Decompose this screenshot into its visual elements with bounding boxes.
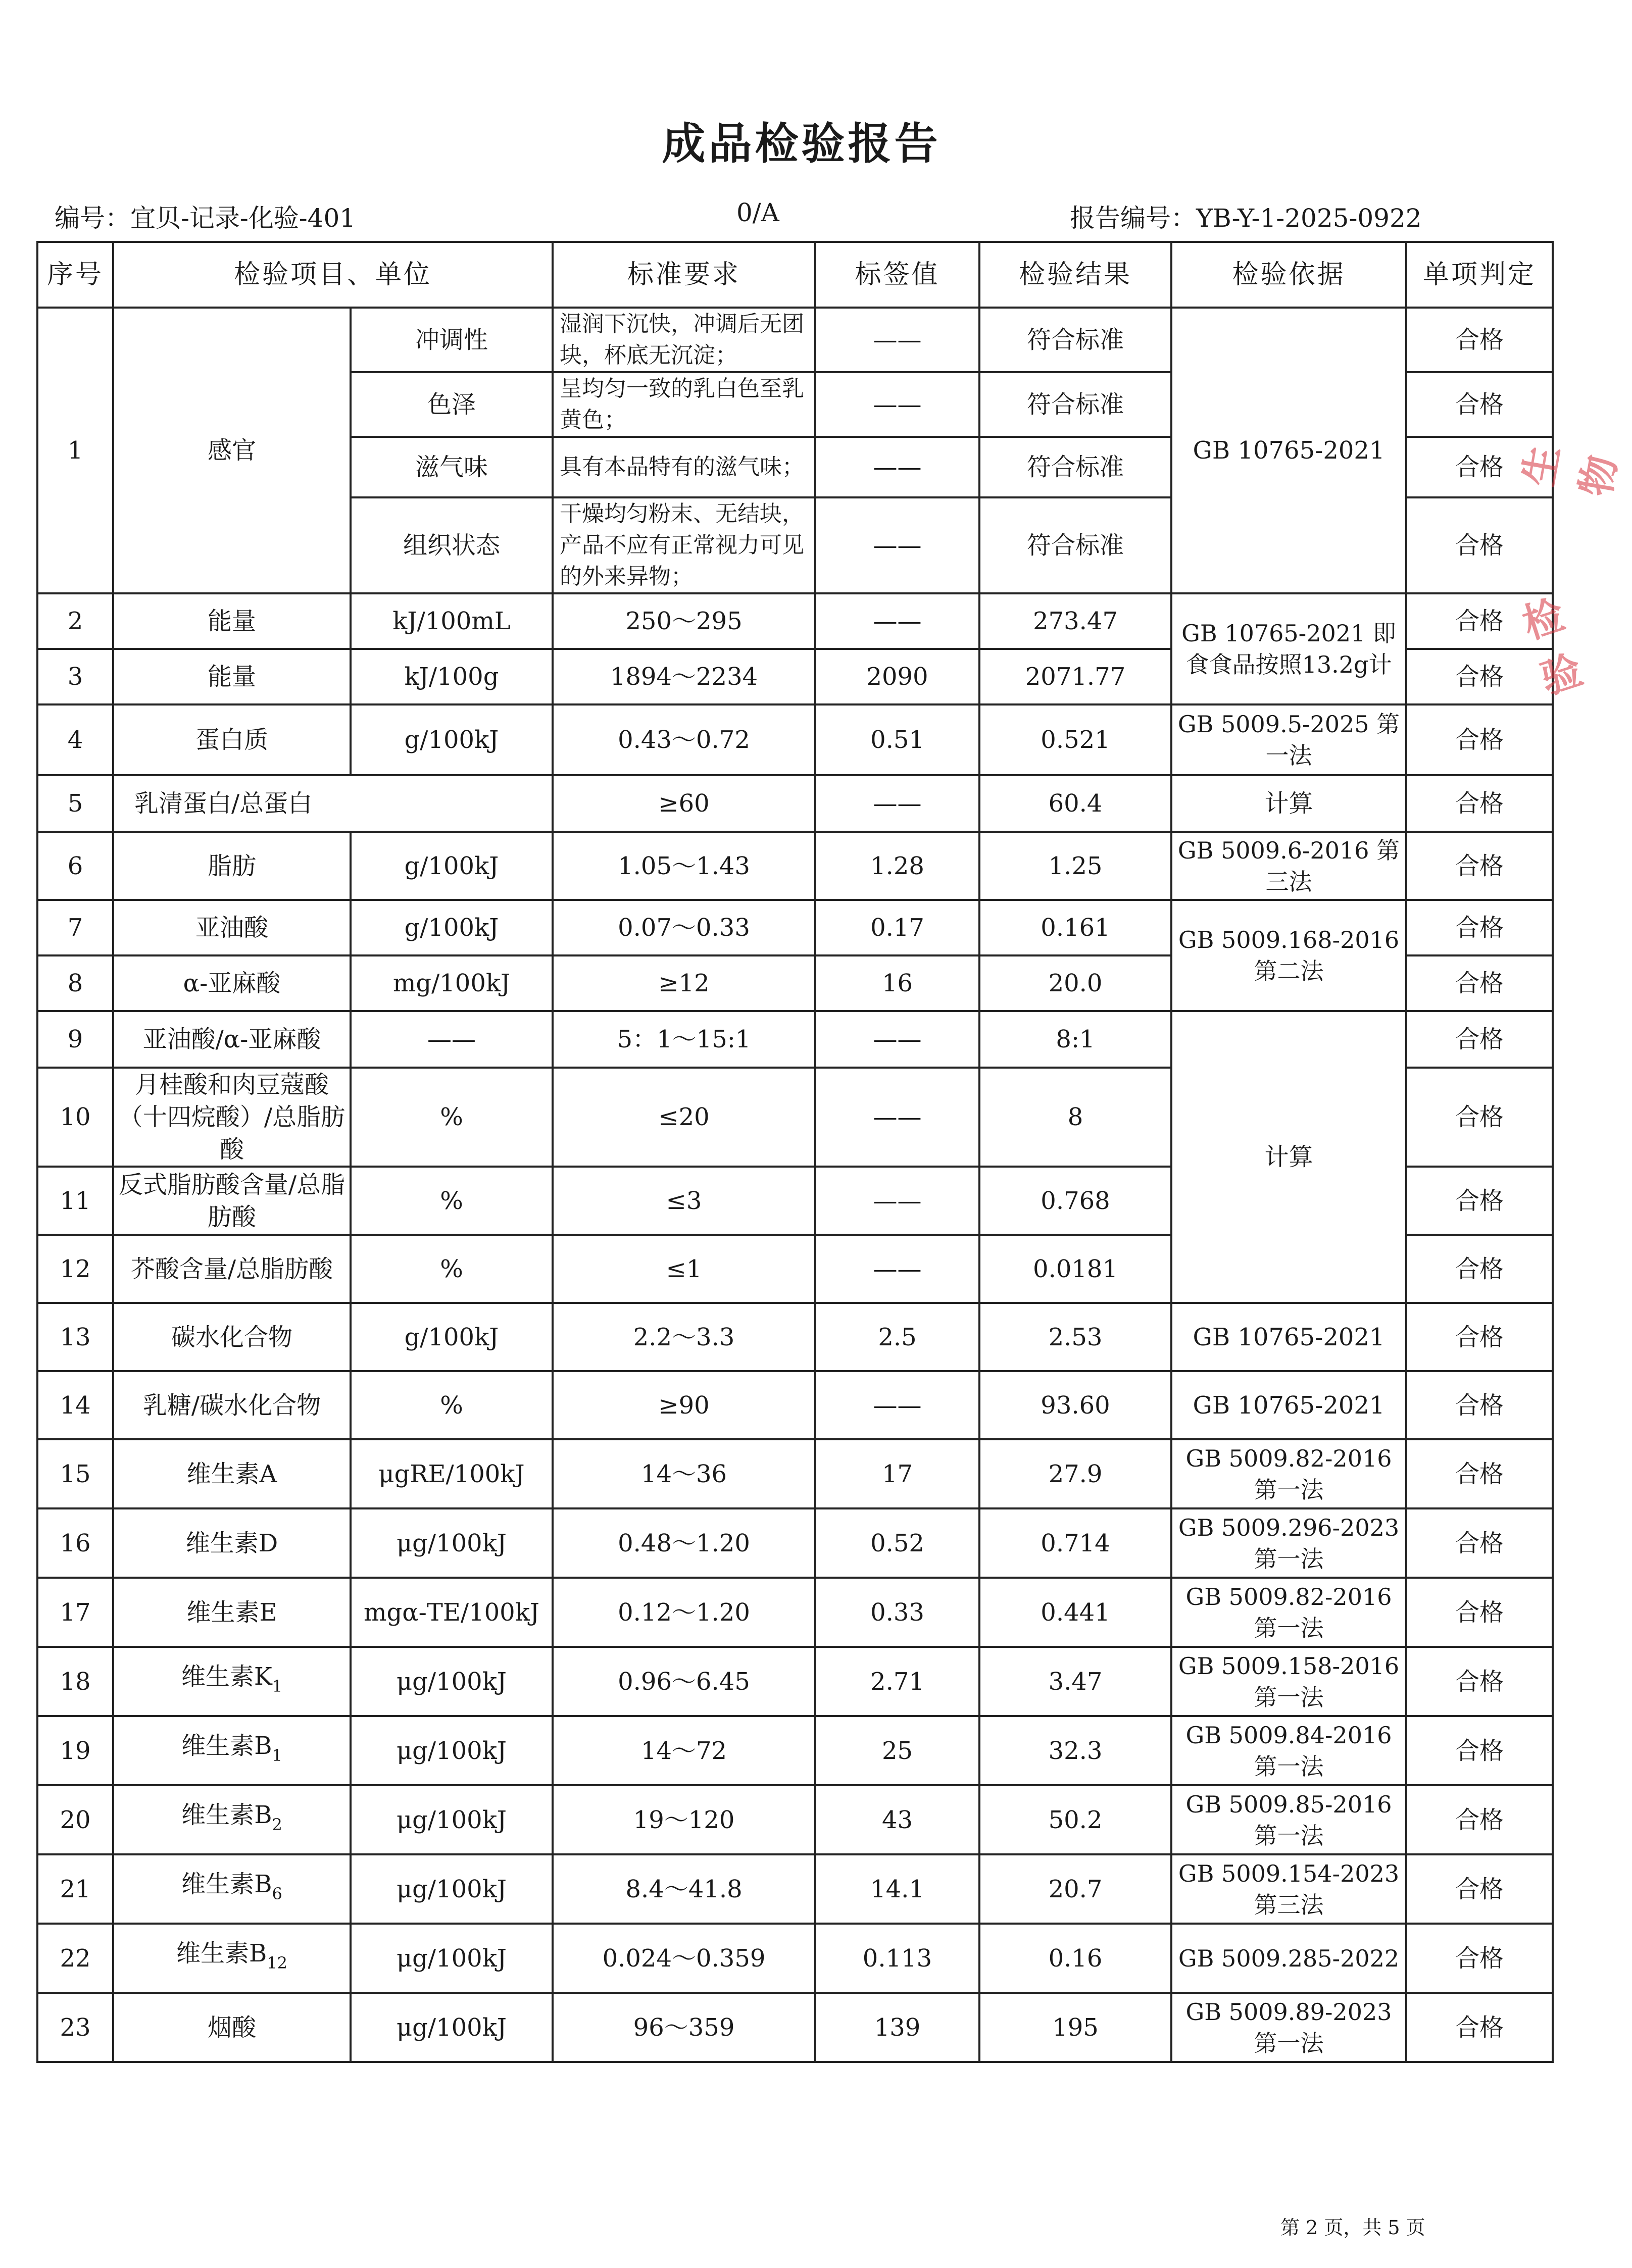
row-result: 0.768 [979, 1167, 1171, 1235]
row-judgement: 合格 [1406, 1647, 1553, 1716]
page-footer: 第 2 页，共 5 页 [1280, 2216, 1425, 2239]
row-judgement: 合格 [1406, 1785, 1553, 1854]
row-standard: 0.024～0.359 [553, 1924, 815, 1993]
table-row [37, 704, 1553, 775]
row-label: —— [815, 437, 979, 497]
row-unit: μg/100kJ [351, 1508, 553, 1578]
row-basis: 计算 [1171, 775, 1406, 832]
row-label: —— [815, 1167, 979, 1235]
sensory-subitem: 冲调性 [351, 308, 553, 372]
table-row [37, 1011, 1553, 1068]
row-no: 15 [37, 1439, 113, 1508]
row-label: 0.17 [815, 900, 979, 955]
row-no: 2 [37, 593, 113, 649]
row-unit: g/100kJ [351, 704, 553, 775]
row-basis: GB 10765-2021 [1171, 1303, 1406, 1371]
row-label: 139 [815, 1993, 979, 2062]
row-item: 维生素E [113, 1578, 351, 1647]
row-no: 9 [37, 1011, 113, 1068]
row-no: 4 [37, 704, 113, 775]
row-standard: 0.12～1.20 [553, 1578, 815, 1647]
row-judgement: 合格 [1406, 593, 1553, 649]
row-judgement: 合格 [1406, 1167, 1553, 1235]
table-row [37, 1303, 1553, 1371]
row-label: 16 [815, 955, 979, 1011]
table-row [37, 900, 1553, 955]
row-item: 蛋白质 [113, 704, 351, 775]
row-item: 能量 [113, 649, 351, 704]
row-result: 195 [979, 1993, 1171, 2062]
red-seal-fragment-top: 生物 [1514, 441, 1626, 500]
row-basis: GB 10765-2021 即食食品按照13.2g计 [1171, 593, 1406, 704]
row-result: 1.25 [979, 832, 1171, 900]
row-item: 维生素 [176, 1939, 249, 1968]
row-item-letter: B [254, 1801, 272, 1829]
row-unit: μg/100kJ [351, 1924, 553, 1993]
row-item: 维生素 [181, 1732, 255, 1760]
row-unit: μg/100kJ [351, 1647, 553, 1716]
row-label: 1.28 [815, 832, 979, 900]
table-row [37, 1924, 1553, 1993]
row-item: 维生素D [113, 1508, 351, 1578]
row-unit: g/100kJ [351, 1303, 553, 1371]
row-no: 21 [37, 1854, 113, 1924]
row-judgement: 合格 [1406, 308, 1553, 372]
version-label: 0/A [736, 198, 779, 227]
row-result: 2.53 [979, 1303, 1171, 1371]
row-result: 0.161 [979, 900, 1171, 955]
row-item-subscript: 2 [272, 1815, 282, 1834]
row-item: 亚油酸 [113, 900, 351, 955]
row-standard: 0.96～6.45 [553, 1647, 815, 1716]
row-label: —— [815, 372, 979, 437]
row-item: 芥酸含量/总脂肪酸 [113, 1235, 351, 1303]
row-result: 3.47 [979, 1647, 1171, 1716]
row-item-subscript: 1 [272, 1746, 282, 1765]
row-unit: % [351, 1371, 553, 1439]
row-item: 维生素 [181, 1870, 255, 1898]
row-item-subscript: 12 [267, 1953, 287, 1973]
row-item: 乳清蛋白/总蛋白 [113, 775, 553, 832]
row-result: 2071.77 [979, 649, 1171, 704]
row-result: 60.4 [979, 775, 1171, 832]
row-standard: 0.43～0.72 [553, 704, 815, 775]
row-item: 碳水化合物 [113, 1303, 351, 1371]
table-row [37, 1993, 1553, 2062]
row-basis: GB 5009.89-2023 第一法 [1171, 1993, 1406, 2062]
table-row [37, 1578, 1553, 1647]
row-unit: —— [351, 1011, 553, 1068]
row-label: 0.113 [815, 1924, 979, 1993]
row-item: α-亚麻酸 [113, 955, 351, 1011]
row-unit: % [351, 1167, 553, 1235]
row-judgement: 合格 [1406, 437, 1553, 497]
row-no: 1 [37, 308, 113, 593]
row-label: 0.51 [815, 704, 979, 775]
row-standard: 8.4～41.8 [553, 1854, 815, 1924]
table-row [37, 308, 1553, 372]
row-standard: 250～295 [553, 593, 815, 649]
row-result: 0.441 [979, 1578, 1171, 1647]
row-result: 0.0181 [979, 1235, 1171, 1303]
row-judgement: 合格 [1406, 497, 1553, 593]
row-no: 7 [37, 900, 113, 955]
header-no: 序号 [37, 242, 113, 308]
row-unit: kJ/100g [351, 649, 553, 704]
row-label: —— [815, 1371, 979, 1439]
row-no: 5 [37, 775, 113, 832]
row-result: 符合标准 [979, 372, 1171, 437]
row-standard: 1.05～1.43 [553, 832, 815, 900]
row-basis: GB 10765-2021 [1171, 308, 1406, 593]
row-item: 感官 [113, 308, 351, 593]
table-row [37, 1371, 1553, 1439]
row-judgement: 合格 [1406, 1508, 1553, 1578]
row-result: 0.521 [979, 704, 1171, 775]
row-result: 93.60 [979, 1371, 1171, 1439]
row-judgement: 合格 [1406, 955, 1553, 1011]
row-basis: GB 5009.6-2016 第三法 [1171, 832, 1406, 900]
row-judgement: 合格 [1406, 1371, 1553, 1439]
row-basis: GB 5009.84-2016 第一法 [1171, 1716, 1406, 1785]
row-unit: % [351, 1235, 553, 1303]
row-item-cell [113, 1716, 351, 1785]
row-label: 43 [815, 1785, 979, 1854]
row-basis: GB 5009.82-2016 第一法 [1171, 1439, 1406, 1508]
row-label: —— [815, 1011, 979, 1068]
row-standard: 5：1～15:1 [553, 1011, 815, 1068]
row-item: 反式脂肪酸含量/总脂肪酸 [113, 1167, 351, 1235]
row-unit: μg/100kJ [351, 1716, 553, 1785]
row-label: —— [815, 1068, 979, 1167]
row-no: 6 [37, 832, 113, 900]
row-judgement: 合格 [1406, 1993, 1553, 2062]
row-item-cell [113, 1785, 351, 1854]
row-judgement: 合格 [1406, 1235, 1553, 1303]
row-judgement: 合格 [1406, 1716, 1553, 1785]
row-label: 14.1 [815, 1854, 979, 1924]
table-row [37, 1785, 1553, 1854]
row-result: 273.47 [979, 593, 1171, 649]
row-no: 18 [37, 1647, 113, 1716]
row-label: —— [815, 308, 979, 372]
row-result: 符合标准 [979, 497, 1171, 593]
row-no: 23 [37, 1993, 113, 2062]
row-label: 2.5 [815, 1303, 979, 1371]
row-basis: GB 5009.154-2023 第三法 [1171, 1854, 1406, 1924]
row-item: 维生素 [181, 1801, 255, 1829]
header-judgement: 单项判定 [1406, 242, 1553, 308]
row-item-subscript: 1 [272, 1677, 283, 1696]
row-result: 0.714 [979, 1508, 1171, 1578]
row-basis: GB 5009.168-2016 第二法 [1171, 900, 1406, 1011]
row-basis: GB 10765-2021 [1171, 1371, 1406, 1439]
row-label: 2.71 [815, 1647, 979, 1716]
row-standard: ≤3 [553, 1167, 815, 1235]
row-unit: μgRE/100kJ [351, 1439, 553, 1508]
row-standard: 0.48～1.20 [553, 1508, 815, 1578]
row-label: 0.33 [815, 1578, 979, 1647]
row-standard: 2.2～3.3 [553, 1303, 815, 1371]
row-judgement: 合格 [1406, 1303, 1553, 1371]
table-row [37, 1647, 1553, 1716]
row-standard: 14～36 [553, 1439, 815, 1508]
row-judgement: 合格 [1406, 1924, 1553, 1993]
row-no: 17 [37, 1578, 113, 1647]
row-item: 脂肪 [113, 832, 351, 900]
row-no: 13 [37, 1303, 113, 1371]
row-item: 维生素A [113, 1439, 351, 1508]
row-standard: 湿润下沉快，冲调后无团块，杯底无沉淀； [553, 308, 815, 372]
row-judgement: 合格 [1406, 1854, 1553, 1924]
header-basis: 检验依据 [1171, 242, 1406, 308]
row-item: 维生素 [181, 1662, 254, 1691]
row-standard: ≤1 [553, 1235, 815, 1303]
row-result: 27.9 [979, 1439, 1171, 1508]
row-item-letter: K [254, 1662, 272, 1691]
row-no: 10 [37, 1068, 113, 1167]
row-judgement: 合格 [1406, 1439, 1553, 1508]
row-judgement: 合格 [1406, 1068, 1553, 1167]
table-row [37, 1508, 1553, 1578]
row-result: 20.7 [979, 1854, 1171, 1924]
row-basis: GB 5009.85-2016 第一法 [1171, 1785, 1406, 1854]
row-result: 符合标准 [979, 308, 1171, 372]
row-basis: 计算 [1171, 1011, 1406, 1303]
row-item-letter: B [249, 1939, 267, 1968]
row-standard: 具有本品特有的滋气味； [553, 437, 815, 497]
row-result: 20.0 [979, 955, 1171, 1011]
row-no: 8 [37, 955, 113, 1011]
header-standard: 标准要求 [553, 242, 815, 308]
table-row [37, 593, 1553, 649]
row-standard: ≥60 [553, 775, 815, 832]
row-item: 烟酸 [113, 1993, 351, 2062]
header-result: 检验结果 [979, 242, 1171, 308]
row-basis: GB 5009.158-2016 第一法 [1171, 1647, 1406, 1716]
row-label: 17 [815, 1439, 979, 1508]
row-standard: ≤20 [553, 1068, 815, 1167]
row-judgement: 合格 [1406, 704, 1553, 775]
row-no: 20 [37, 1785, 113, 1854]
table-row [37, 1439, 1553, 1508]
row-result: 符合标准 [979, 437, 1171, 497]
row-unit: mg/100kJ [351, 955, 553, 1011]
row-basis: GB 5009.82-2016 第一法 [1171, 1578, 1406, 1647]
row-label: —— [815, 497, 979, 593]
row-item: 亚油酸/α-亚麻酸 [113, 1011, 351, 1068]
red-seal-fragment-bottom: 检验 [1517, 590, 1588, 703]
row-item-letter: B [254, 1870, 272, 1898]
header-item: 检验项目、单位 [113, 242, 553, 308]
row-item-cell [113, 1854, 351, 1924]
row-label: —— [815, 1235, 979, 1303]
row-judgement: 合格 [1406, 775, 1553, 832]
row-label: 0.52 [815, 1508, 979, 1578]
sensory-subitem: 组织状态 [351, 497, 553, 593]
row-unit: % [351, 1068, 553, 1167]
sensory-subitem: 滋气味 [351, 437, 553, 497]
row-judgement: 合格 [1406, 649, 1553, 704]
row-standard: 19～120 [553, 1785, 815, 1854]
row-result: 50.2 [979, 1785, 1171, 1854]
row-standard: 0.07～0.33 [553, 900, 815, 955]
row-basis: GB 5009.296-2023 第一法 [1171, 1508, 1406, 1578]
row-unit: μg/100kJ [351, 1854, 553, 1924]
table-header-row [37, 242, 1553, 308]
row-label: 25 [815, 1716, 979, 1785]
row-item-cell [113, 1647, 351, 1716]
table-row [37, 832, 1553, 900]
row-result: 8:1 [979, 1011, 1171, 1068]
row-standard: 14～72 [553, 1716, 815, 1785]
row-label: —— [815, 775, 979, 832]
row-standard: 1894～2234 [553, 649, 815, 704]
row-item: 能量 [113, 593, 351, 649]
row-item: 月桂酸和肉豆蔻酸（十四烷酸）/总脂肪酸 [113, 1068, 351, 1167]
row-standard: ≥12 [553, 955, 815, 1011]
row-standard: 呈均匀一致的乳白色至乳黄色； [553, 372, 815, 437]
report-title: 成品检验报告 [662, 118, 941, 169]
row-unit: μg/100kJ [351, 1993, 553, 2062]
row-standard: 96～359 [553, 1993, 815, 2062]
row-judgement: 合格 [1406, 1011, 1553, 1068]
record-number: 编号：宜贝-记录-化验-401 [55, 204, 356, 233]
row-item-letter: B [254, 1732, 272, 1760]
row-unit: μg/100kJ [351, 1785, 553, 1854]
row-no: 11 [37, 1167, 113, 1235]
row-no: 22 [37, 1924, 113, 1993]
row-result: 8 [979, 1068, 1171, 1167]
row-no: 12 [37, 1235, 113, 1303]
row-unit: g/100kJ [351, 900, 553, 955]
row-unit: kJ/100mL [351, 593, 553, 649]
row-judgement: 合格 [1406, 900, 1553, 955]
row-standard: ≥90 [553, 1371, 815, 1439]
row-no: 19 [37, 1716, 113, 1785]
report-number: 报告编号：YB-Y-1-2025-0922 [1070, 204, 1422, 233]
row-no: 16 [37, 1508, 113, 1578]
row-label: 2090 [815, 649, 979, 704]
row-no: 3 [37, 649, 113, 704]
row-unit: g/100kJ [351, 832, 553, 900]
row-item: 乳糖/碳水化合物 [113, 1371, 351, 1439]
row-unit: mgα-TE/100kJ [351, 1578, 553, 1647]
row-label: —— [815, 593, 979, 649]
header-label: 标签值 [815, 242, 979, 308]
table-row [37, 1716, 1553, 1785]
row-judgement: 合格 [1406, 372, 1553, 437]
row-result: 0.16 [979, 1924, 1171, 1993]
row-standard: 干燥均匀粉末、无结块，产品不应有正常视力可见的外来异物； [553, 497, 815, 593]
row-item-cell [113, 1924, 351, 1993]
sensory-subitem: 色泽 [351, 372, 553, 437]
table-row [37, 775, 1553, 832]
inspection-table [36, 241, 1554, 2063]
row-basis: GB 5009.285-2022 [1171, 1924, 1406, 1993]
row-item-subscript: 6 [272, 1884, 282, 1903]
table-row [37, 1854, 1553, 1924]
row-judgement: 合格 [1406, 832, 1553, 900]
row-result: 32.3 [979, 1716, 1171, 1785]
row-basis: GB 5009.5-2025 第一法 [1171, 704, 1406, 775]
row-no: 14 [37, 1371, 113, 1439]
row-judgement: 合格 [1406, 1578, 1553, 1647]
